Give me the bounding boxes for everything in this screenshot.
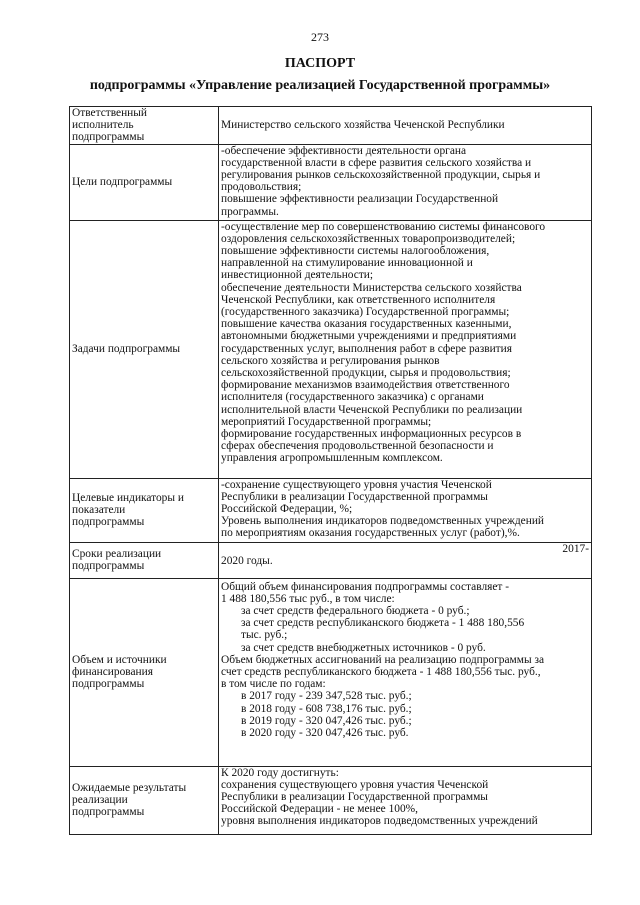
value-line: направленной на стимулирование инновационной и bbox=[221, 257, 473, 270]
value-line: Российской Федерации, %; bbox=[221, 503, 353, 516]
table-row bbox=[70, 144, 592, 220]
row-label bbox=[70, 220, 219, 478]
value-line: инвестиционной деятельности; bbox=[221, 269, 374, 282]
table-row bbox=[70, 478, 592, 542]
label-line: подпрограммы bbox=[72, 560, 145, 573]
label-line: исполнитель bbox=[72, 119, 134, 132]
row-value bbox=[219, 220, 592, 478]
table-row bbox=[70, 107, 592, 145]
row-value bbox=[219, 478, 592, 542]
value-line: программы. bbox=[221, 205, 279, 218]
row-value bbox=[219, 542, 592, 578]
value-line: оздоровления сельскохозяйственных товаропроизводителей; bbox=[221, 232, 516, 245]
value-line: государственных услуг, выполнения работ в сфере развития bbox=[221, 342, 512, 355]
value-line: за счет средств федерального бюджета - 0 руб.; bbox=[241, 605, 470, 618]
value-line: Российской Федерации - не менее 100%, bbox=[221, 803, 419, 816]
row-label bbox=[70, 578, 219, 766]
label-line: финансирования bbox=[72, 666, 153, 678]
row-value bbox=[219, 766, 592, 834]
value-line: Объем бюджетных ассигнований на реализацию подпрограммы за bbox=[221, 653, 545, 666]
value-line: в 2020 году - 320 047,426 тыс. руб. bbox=[241, 727, 409, 740]
row-value bbox=[219, 144, 592, 220]
value-line: исполнителя (государственного заказчика) с органами bbox=[221, 391, 484, 404]
value-line: государственной власти в сфере развития сельского хозяйства и bbox=[221, 156, 532, 169]
label-line: Ожидаемые результаты bbox=[72, 781, 187, 794]
row-label bbox=[70, 144, 219, 220]
value-line: сельского хозяйства и регулирования рынков bbox=[221, 354, 440, 367]
value-line: (государственного заказчика) Государственной программы; bbox=[221, 306, 510, 319]
table-row bbox=[70, 766, 592, 834]
value-line: повышение эффективности системы налогообложения, bbox=[221, 245, 490, 258]
value-line: 2017- bbox=[562, 542, 589, 555]
value-line: Общий объем финансирования подпрограммы составляет - bbox=[221, 580, 510, 593]
value-line: в 2019 году - 320 047,426 тыс. руб.; bbox=[241, 714, 412, 727]
document-title: ПАСПОРТ bbox=[284, 56, 356, 71]
value-line: Уровень выполнения индикаторов подведомственных учреждений bbox=[221, 515, 545, 528]
value-line: регулирования рынков сельскохозяйственной продукции, сырья и bbox=[221, 169, 541, 182]
value-line: сохранения существующего уровня участия Чеченской bbox=[221, 778, 489, 791]
passport-table bbox=[69, 106, 592, 835]
value-line: сельскохозяйственной продукции, сырья и продовольствия; bbox=[221, 367, 511, 380]
label-line: подпрограммы bbox=[72, 131, 145, 144]
label-line: подпрограммы bbox=[72, 516, 145, 529]
label-line: Объем и источники bbox=[72, 653, 167, 666]
value-line: сферах обеспечения продовольственной безопасности и bbox=[221, 440, 494, 453]
value-line: за счет средств республиканского бюджета - 1 488 180,556 bbox=[241, 617, 525, 630]
label-line: Сроки реализации bbox=[72, 547, 162, 560]
value-line: Чеченской Республики, как ответственного исполнителя bbox=[221, 293, 496, 306]
value-line: -осуществление мер по совершенствованию системы финансового bbox=[221, 220, 546, 233]
value-line: исполнительной власти Чеченской Республики по реализации bbox=[221, 403, 523, 416]
value-line: автономными бюджетными учреждениями и предприятиями bbox=[221, 330, 517, 343]
label-line: Задачи подпрограммы bbox=[72, 343, 181, 355]
value-line: Министерство сельского хозяйства Чеченской Республики bbox=[221, 119, 505, 132]
value-line: в том числе по годам: bbox=[221, 678, 326, 691]
value-line: в 2017 году - 239 347,528 тыс. руб.; bbox=[241, 690, 412, 703]
value-line: за счет средств внебюджетных источников - 0 руб. bbox=[241, 641, 486, 654]
table-row bbox=[70, 578, 592, 766]
label-line: подпрограммы bbox=[72, 678, 145, 691]
value-line: счет средств республиканского бюджета - 1 488 180,556 тыс. руб., bbox=[221, 666, 541, 679]
page-number: 273 bbox=[311, 30, 329, 44]
value-line: по мероприятиям оказания государственных услуг (работ),%. bbox=[221, 527, 520, 540]
value-line: -обеспечение эффективности деятельности органа bbox=[221, 144, 467, 157]
row-label bbox=[70, 107, 219, 145]
table-row bbox=[70, 542, 592, 578]
value-line: продовольствия; bbox=[221, 181, 302, 194]
document-subtitle: подпрограммы «Управление реализацией Государственной программы» bbox=[89, 78, 551, 93]
value-line: управления агропромышленным комплексом. bbox=[221, 452, 443, 465]
row-value bbox=[219, 578, 592, 766]
value-line: повышение качества оказания государственных казенными, bbox=[221, 318, 512, 331]
row-label bbox=[70, 542, 219, 578]
value-line: формирование механизмов взаимодействия ответственного bbox=[221, 379, 510, 392]
label-line: Целевые индикаторы и bbox=[72, 491, 184, 504]
label-line: подпрограммы bbox=[72, 806, 145, 819]
row-value bbox=[219, 107, 592, 145]
table-row bbox=[70, 220, 592, 478]
value-line: -сохранение существующего уровня участия Чеченской bbox=[221, 478, 492, 491]
value-line: Республики в реализации Государственной программы bbox=[221, 791, 488, 804]
value-line: обеспечение деятельности Министерства сельского хозяйства bbox=[221, 281, 522, 294]
label-line: Ответственный bbox=[72, 107, 148, 119]
value-line: тыс. руб.; bbox=[241, 629, 288, 642]
row-label bbox=[70, 478, 219, 542]
value-line: уровня выполнения индикаторов подведомственных учреждений bbox=[221, 815, 538, 828]
label-line: Цели подпрограммы bbox=[72, 176, 173, 188]
label-line: показатели bbox=[72, 504, 126, 516]
value-line: формирование государственных информационных ресурсов в bbox=[221, 428, 522, 441]
value-line: 1 488 180,556 тыс руб., в том числе: bbox=[221, 592, 395, 605]
value-line: К 2020 году достигнуть: bbox=[221, 766, 339, 779]
row-label bbox=[70, 766, 219, 834]
value-line: в 2018 году - 608 738,176 тыс. руб.; bbox=[241, 702, 412, 715]
label-line: реализации bbox=[72, 794, 128, 806]
value-line: Республики в реализации Государственной программы bbox=[221, 490, 488, 503]
value-line: мероприятий Государственной программы; bbox=[221, 415, 432, 428]
value-line: 2020 годы. bbox=[221, 554, 273, 567]
value-line: повышение эффективности реализации Государственной bbox=[221, 193, 499, 206]
